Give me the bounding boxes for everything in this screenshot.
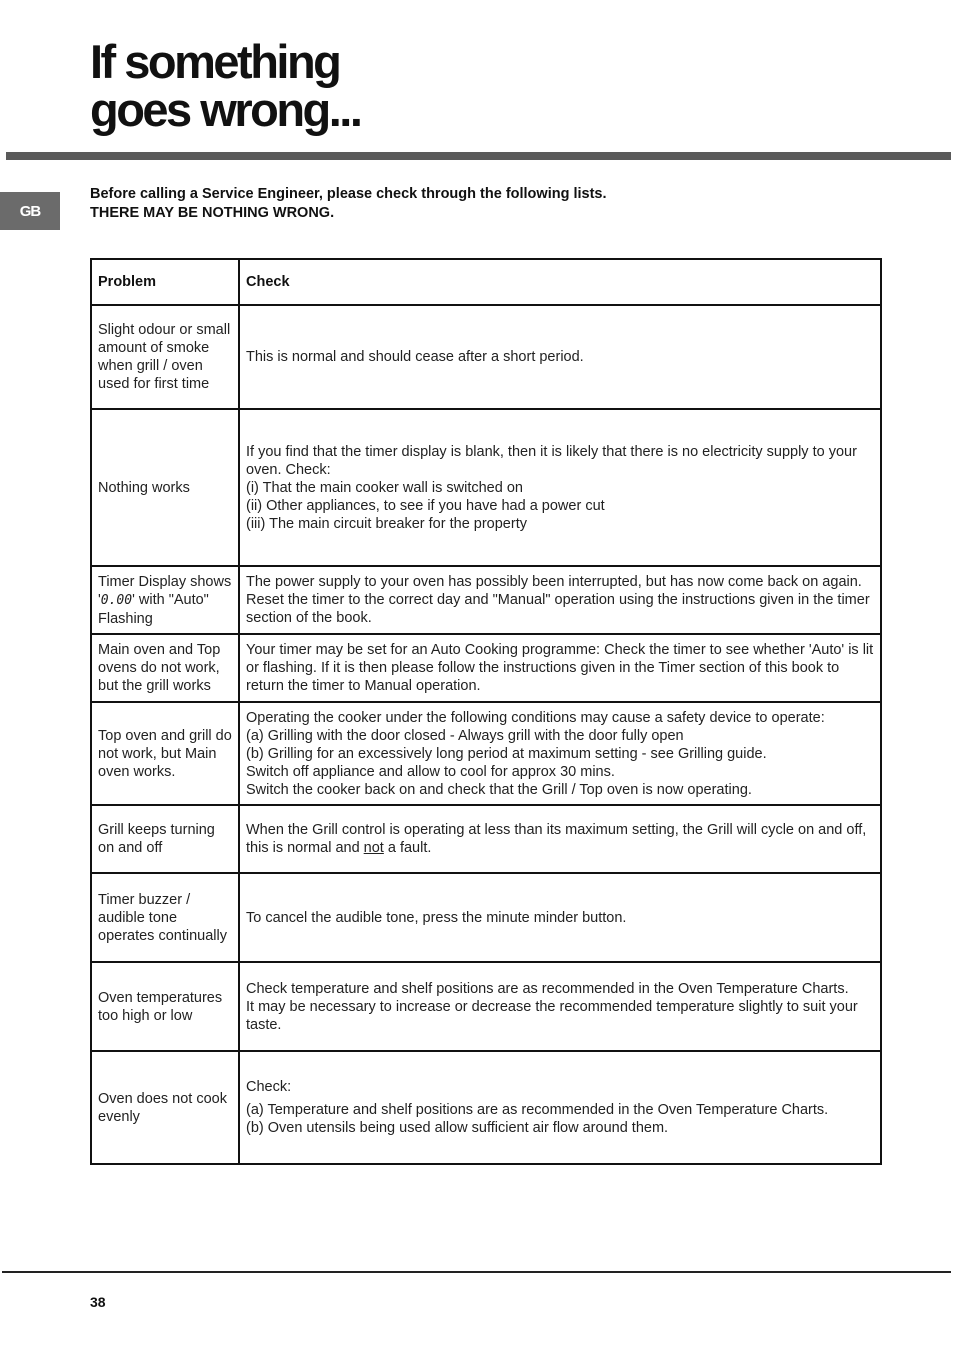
check-cell (239, 634, 881, 702)
table-row (91, 634, 881, 702)
check-cell (239, 566, 881, 634)
intro-line-1: Before calling a Service Engineer, please check through the following lists. (90, 186, 607, 202)
check-text: The power supply to your oven has possibly been interrupted, but has now come back on again. Reset the timer to the correct day and "Manual" operation using the instructions given in the timer section of the book. (246, 574, 870, 626)
check-cell (239, 805, 881, 873)
table-row (91, 702, 881, 805)
page-title-line-1: If something (90, 35, 340, 88)
check-text: Operating the cooker under the following conditions may cause a safety device to operate: (246, 709, 825, 726)
column-header-check: Check (239, 259, 881, 305)
title-divider (6, 152, 951, 160)
problem-cell: Slight odour or small amount of smoke when grill / oven used for first time (91, 305, 239, 409)
check-cell (239, 305, 881, 409)
intro-text (90, 185, 870, 223)
check-text: (iii) The main circuit breaker for the property (246, 515, 527, 532)
table-row (91, 962, 881, 1051)
check-text: (ii) Other appliances, to see if you have had a power cut (246, 497, 605, 514)
problem-cell: Oven temperatures too high or low (91, 962, 239, 1051)
check-text-underlined: not (363, 840, 384, 856)
problem-cell: Nothing works (91, 409, 239, 566)
check-text: When the Grill control is operating at less than its maximum setting, the Grill will cycle on and off, this is normal and (246, 822, 867, 856)
table-row (91, 409, 881, 566)
problem-text: ' with "Auto" Flashing (98, 591, 209, 627)
table-row (91, 805, 881, 873)
check-text: Switch the cooker back on and check that the Grill / Top oven is now operating. (246, 781, 752, 798)
check-text: Switch off appliance and allow to cool for approx 30 mins. (246, 763, 615, 780)
check-text: If you find that the timer display is blank, then it is likely that there is no electricity supply to your oven. Check: (246, 443, 857, 478)
check-text: To cancel the audible tone, press the minute minder button. (246, 909, 627, 926)
check-text: (b) Grilling for an excessively long period at maximum setting - see Grilling guide. (246, 745, 767, 762)
check-cell (239, 409, 881, 566)
page-title-line-2: goes wrong... (90, 83, 361, 136)
check-cell (239, 962, 881, 1051)
problem-cell: Oven does not cook evenly (91, 1051, 239, 1164)
column-header-problem: Problem (91, 259, 239, 305)
check-text: This is normal and should cease after a short period. (246, 349, 584, 365)
page-title (90, 35, 361, 136)
table-row (91, 1051, 881, 1164)
problem-cell (91, 566, 239, 634)
timer-display-readout: 0.00 (100, 592, 133, 608)
table-row (91, 305, 881, 409)
check-text: Check temperature and shelf positions are as recommended in the Oven Temperature Charts. (246, 980, 849, 997)
check-text: (i) That the main cooker wall is switched on (246, 479, 523, 496)
table-header-row (91, 259, 881, 305)
check-text: (a) Temperature and shelf positions are as recommended in the Oven Temperature Charts. (246, 1102, 829, 1118)
problem-cell: Top oven and grill do not work, but Main oven works. (91, 702, 239, 805)
table-row (91, 873, 881, 962)
problem-text: Timer Display shows ' (98, 573, 232, 608)
problem-cell: Timer buzzer / audible tone operates continually (91, 873, 239, 962)
problem-cell: Main oven and Top ovens do not work, but the grill works (91, 634, 239, 702)
check-text: Check: (246, 1079, 292, 1095)
intro-line-2: THERE MAY BE NOTHING WRONG. (90, 205, 335, 221)
check-text: a fault. (383, 840, 432, 856)
check-text: Your timer may be set for an Auto Cooking programme: Check the timer to see whether 'Auto' is lit or flashing. If it is then please follow the instructions given in the Timer section of this book to return the timer to Manual operation. (246, 642, 874, 694)
table-row (91, 566, 881, 634)
check-cell (239, 702, 881, 805)
troubleshooting-table (90, 258, 882, 1165)
check-text: (b) Oven utensils being used allow sufficient air flow around them. (246, 1120, 669, 1136)
check-cell (239, 1051, 881, 1164)
check-cell (239, 873, 881, 962)
check-text: It may be necessary to increase or decrease the recommended temperature slightly to suit your taste. (246, 998, 858, 1033)
footer-divider (2, 1271, 951, 1273)
page-number: 38 (90, 1294, 106, 1310)
language-tab: GB (0, 192, 60, 230)
problem-cell: Grill keeps turning on and off (91, 805, 239, 873)
check-text: (a) Grilling with the door closed - Always grill with the door fully open (246, 727, 684, 744)
